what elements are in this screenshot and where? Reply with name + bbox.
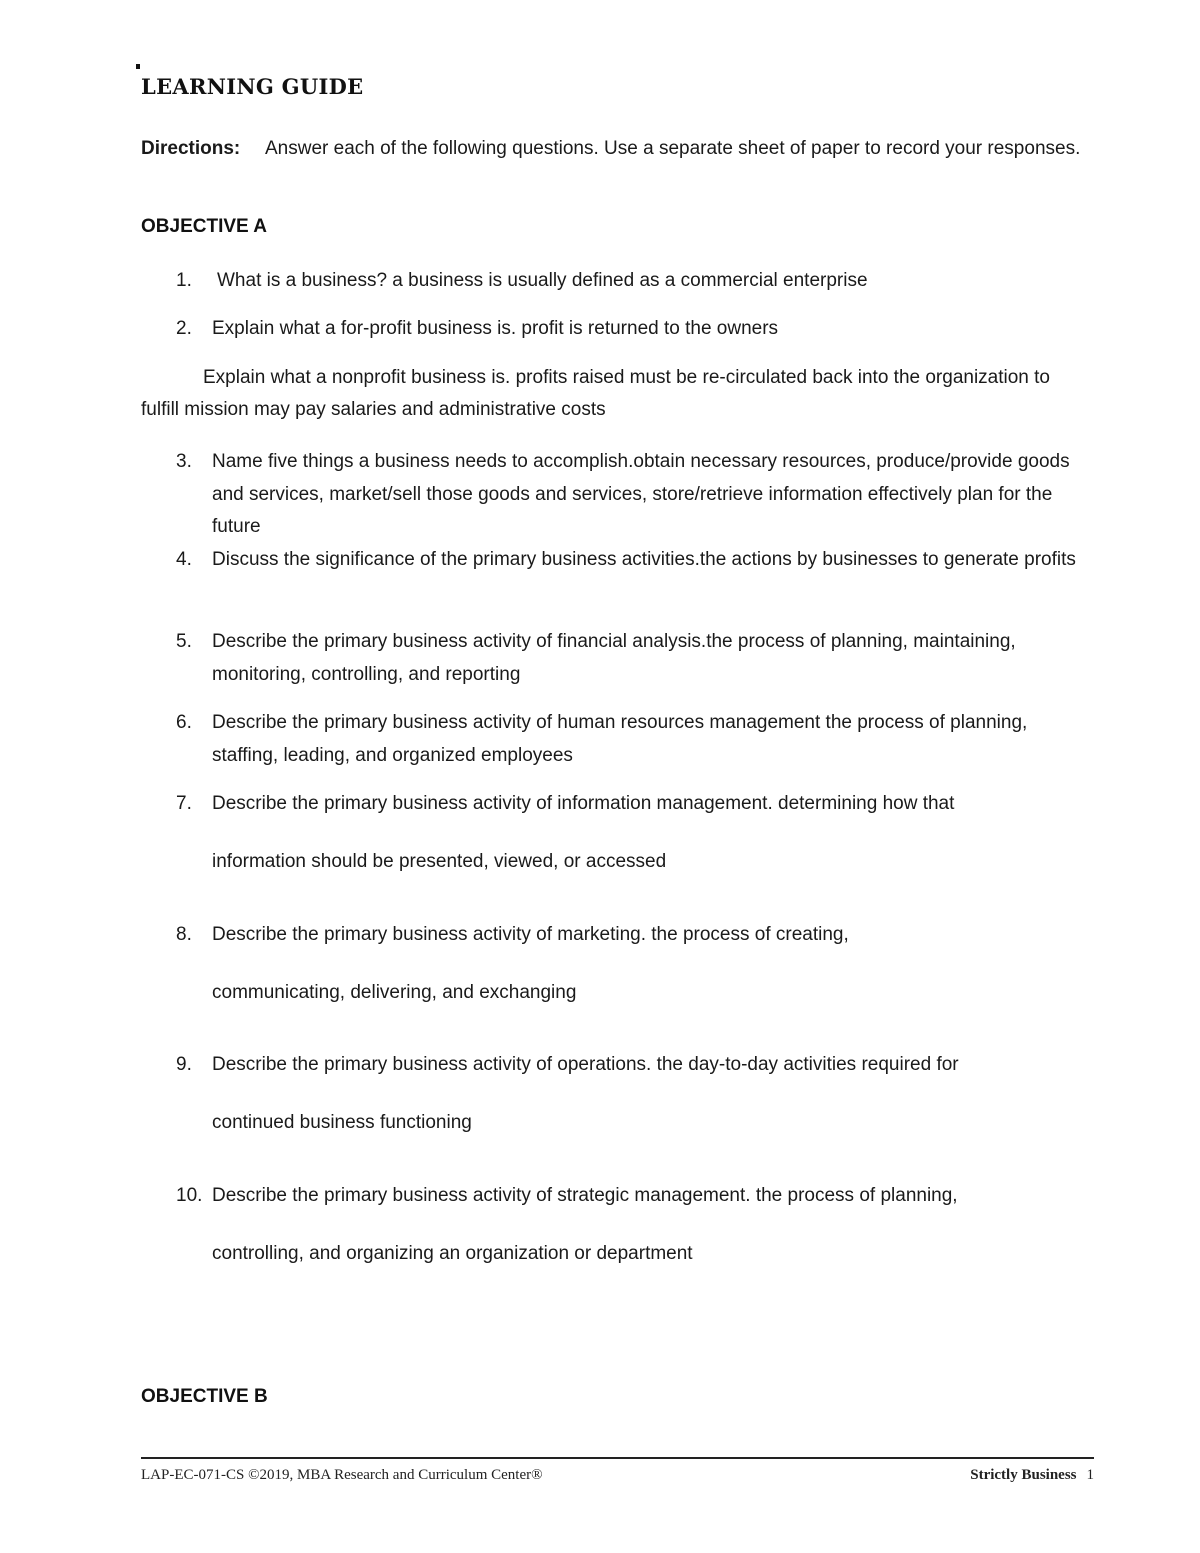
question-5: [176, 626, 1096, 691]
question-number: 1.: [176, 270, 192, 291]
question-4: [176, 544, 1096, 577]
question-number: 4.: [176, 549, 192, 570]
page-number: 1: [1086, 1467, 1094, 1483]
footer-title-block: [970, 1467, 1094, 1484]
question-text: Describe the primary business activity of financial analysis.the process of planning, maintaining, monitoring, controlling, and reporting: [212, 631, 1016, 685]
question-text: [212, 1180, 1096, 1270]
question-number: 6.: [176, 712, 192, 733]
question-3: [176, 446, 1096, 544]
question-number: 9.: [176, 1054, 192, 1075]
question-text-line: continued business functioning: [212, 1111, 472, 1133]
question-number: 8.: [176, 924, 192, 945]
question-text: What is a business? a business is usually defined as a commercial enterprise: [217, 270, 868, 291]
question-8: [176, 919, 1096, 1009]
page-title: LEARNING GUIDE: [141, 74, 364, 99]
question-text-line: information should be presented, viewed, or accessed: [212, 850, 667, 872]
question-text-line: controlling, and organizing an organization or department: [212, 1242, 693, 1264]
question-text-line: Describe the primary business activity of operations. the day-to-day activities required for: [212, 1054, 959, 1075]
footer-divider: [141, 1457, 1094, 1459]
bullet-mark: [136, 64, 140, 69]
question-text: Discuss the significance of the primary business activities.the actions by businesses to generate profits: [212, 549, 1076, 570]
question-text-line: Describe the primary business activity of information management. determining how that: [212, 793, 955, 814]
question-text: Explain what a for-profit business is. profit is returned to the owners: [212, 318, 779, 339]
question-6: [176, 707, 1096, 772]
question-2: [176, 313, 1096, 346]
footer-copyright: LAP-EC-071-CS ©2019, MBA Research and Curriculum Center®: [141, 1467, 543, 1483]
question-text: [212, 1049, 1096, 1139]
question-text: Name five things a business needs to accomplish.obtain necessary resources, produce/provide goods and services, market/sell those goods and services, store/retrieve information effectively plan for the future: [212, 451, 1070, 537]
question-text-line: Describe the primary business activity of marketing. the process of creating,: [212, 924, 849, 945]
question-1: [176, 265, 1096, 298]
question-text-line: communicating, delivering, and exchanging: [212, 981, 577, 1003]
question-text: [212, 788, 1096, 878]
question-number: 7.: [176, 793, 192, 814]
footer-publication-title: Strictly Business: [970, 1467, 1077, 1483]
directions-text: Answer each of the following questions. Use a separate sheet of paper to record your responses.: [265, 138, 1081, 159]
question-9: [176, 1049, 1096, 1139]
question-number: 10.: [176, 1185, 203, 1206]
question-number: 2.: [176, 318, 192, 339]
question-number: 5.: [176, 631, 192, 652]
question-text: [212, 919, 1096, 1009]
question-number: 3.: [176, 451, 192, 472]
objective-b-heading: OBJECTIVE B: [141, 1386, 268, 1407]
question-text: Describe the primary business activity of human resources management the process of planning, staffing, leading, and organized employees: [212, 712, 1028, 766]
nonprofit-paragraph: Explain what a nonprofit business is. profits raised must be re-circulated back into the organization to fulfill mission may pay salaries and administrative costs: [141, 367, 1051, 420]
directions-block: [141, 133, 1101, 165]
question-7: [176, 788, 1096, 878]
question-10: [176, 1180, 1096, 1270]
directions-label: Directions:: [141, 138, 241, 159]
question-text-line: Describe the primary business activity of strategic management. the process of planning,: [212, 1185, 958, 1206]
objective-a-heading: OBJECTIVE A: [141, 216, 267, 237]
